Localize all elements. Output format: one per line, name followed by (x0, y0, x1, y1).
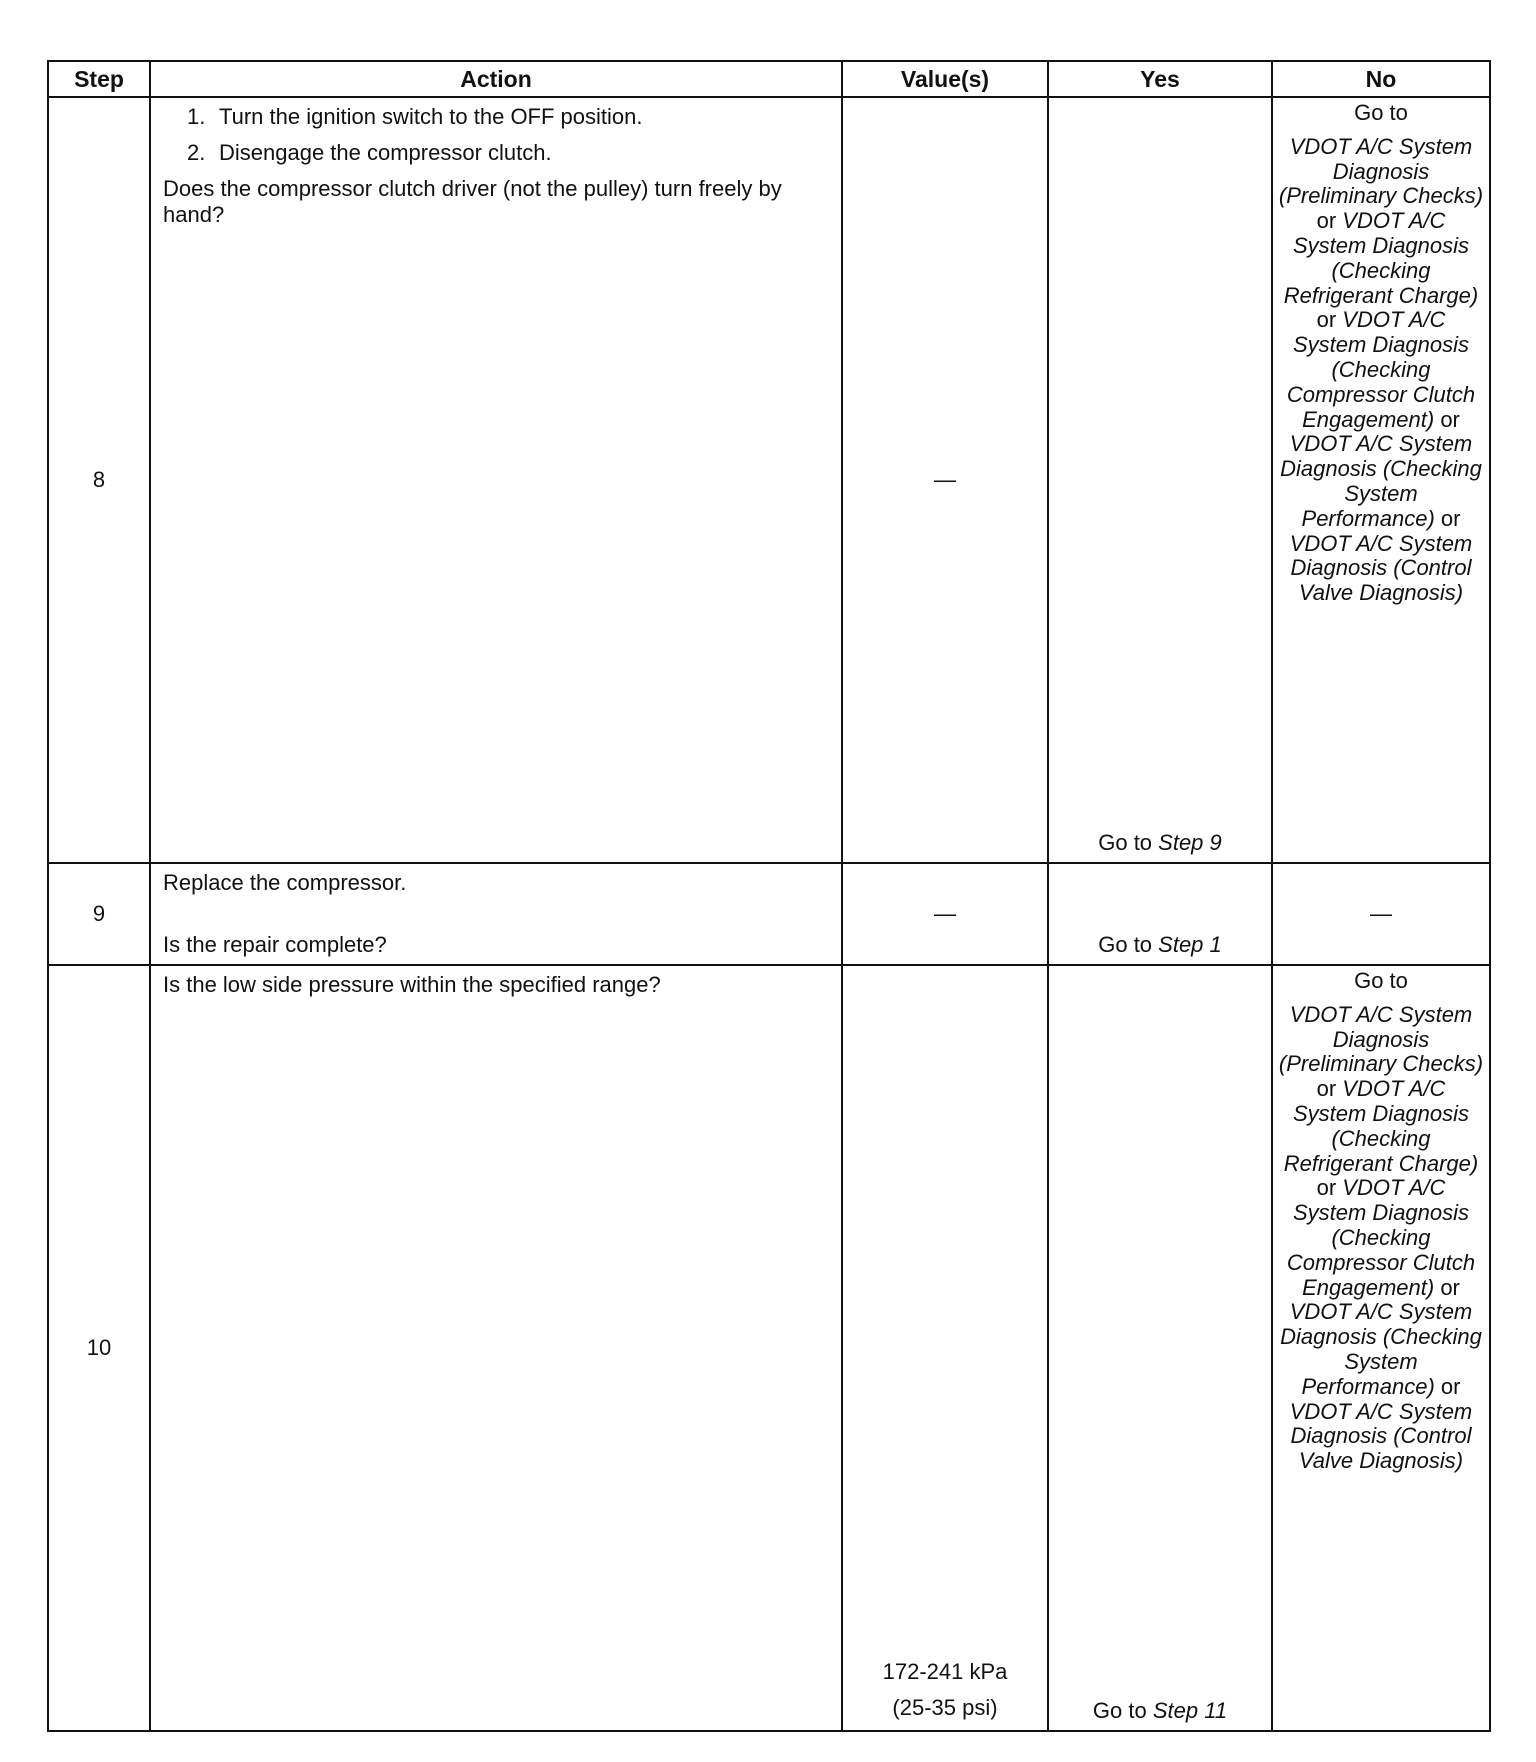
step-number: 8 (48, 97, 150, 863)
no-ref-link[interactable]: VDOT A/C System Diagnosis (Control Valve Diagnosis) (1289, 1398, 1473, 1474)
table-row-step-9 (48, 863, 1490, 965)
no-ref-list: VDOT A/C System Diagnosis (Preliminary Checks) or VDOT A/C System Diagnosis (Checking Refrigerant Charge) or VDOT A/C System Diagnosis (Checking Compressor Clutch Engagement) or VDOT A/C System Diagnosis (Checking System Performance) or VDOT A/C System Diagnosis (Control Valve Diagnosis) (1278, 133, 1484, 606)
step-number: 9 (48, 863, 150, 965)
no-ref-link[interactable]: VDOT A/C System Diagnosis (Checking System Performance) (1280, 431, 1482, 531)
header-yes: Yes (1048, 61, 1272, 97)
header-values: Value(s) (842, 61, 1048, 97)
yes-cell (1048, 863, 1272, 965)
yes-cell (1048, 965, 1272, 1731)
action-item: 2. Disengage the compressor clutch. (187, 140, 552, 165)
action-cell (150, 97, 842, 863)
action-text: Replace the compressor. (163, 870, 407, 895)
no-ref-link[interactable]: VDOT A/C System Diagnosis (Checking Compressor Clutch Engagement) (1286, 1175, 1476, 1300)
table-row-step-10 (48, 965, 1490, 1731)
action-cell (150, 965, 842, 1731)
header-no: No (1272, 61, 1490, 97)
action-question: Does the compressor clutch driver (not the pulley) turn freely by hand? (163, 176, 782, 227)
header-step: Step (48, 61, 150, 97)
yes-step-link[interactable]: Step 1 (1158, 932, 1222, 957)
no-cell (1272, 863, 1490, 965)
yes-step-link[interactable]: Step 9 (1158, 830, 1222, 855)
yes-goto[interactable]: Go to Step 9 (1098, 830, 1222, 855)
no-ref-link[interactable]: VDOT A/C System Diagnosis (Checking Refrigerant Charge) (1283, 208, 1479, 308)
value-cell (842, 965, 1048, 1731)
no-ref-link[interactable]: VDOT A/C System Diagnosis (Checking Refrigerant Charge) (1283, 1076, 1479, 1176)
no-cell (1272, 965, 1490, 1731)
no-ref-link[interactable]: VDOT A/C System Diagnosis (Control Valve Diagnosis) (1289, 530, 1473, 606)
table-row-step-8 (48, 97, 1490, 863)
action-cell (150, 863, 842, 965)
action-question: Is the repair complete? (163, 932, 387, 957)
value-cell (842, 863, 1048, 965)
header-action: Action (150, 61, 842, 97)
header-row (48, 61, 1490, 97)
no-dash: — (1370, 900, 1392, 926)
value-range (843, 1654, 1047, 1726)
no-ref-link[interactable]: VDOT A/C System Diagnosis (Preliminary Checks) (1278, 133, 1484, 209)
yes-step-link[interactable]: Step 11 (1152, 1698, 1228, 1723)
value-dash: — (934, 901, 956, 926)
yes-goto[interactable]: Go to Step 1 (1098, 932, 1222, 957)
yes-goto[interactable]: Go to Step 11 (1092, 1698, 1228, 1723)
action-list (163, 104, 829, 166)
action-question: Is the low side pressure within the specified range? (163, 972, 661, 997)
no-ref-link[interactable]: VDOT A/C System Diagnosis (Checking Compressor Clutch Engagement) (1286, 307, 1476, 432)
no-goto: Go to (1354, 968, 1408, 993)
value-dash: — (934, 467, 956, 492)
value-metric: 172-241 kPa (882, 1659, 1008, 1684)
action-item: 1. Turn the ignition switch to the OFF position. (187, 104, 643, 129)
step-number: 10 (48, 965, 150, 1731)
value-imperial: (25-35 psi) (892, 1695, 998, 1720)
no-goto: Go to (1354, 100, 1408, 125)
value-cell (842, 97, 1048, 863)
no-ref-list: VDOT A/C System Diagnosis (Preliminary Checks) or VDOT A/C System Diagnosis (Checking Refrigerant Charge) or VDOT A/C System Diagnosis (Checking Compressor Clutch Engagement) or VDOT A/C System Diagnosis (Checking System Performance) or VDOT A/C System Diagnosis (Control Valve Diagnosis) (1278, 1001, 1484, 1474)
diagnostic-table (47, 60, 1491, 1732)
no-ref-link[interactable]: VDOT A/C System Diagnosis (Checking System Performance) (1280, 1299, 1482, 1399)
no-cell (1272, 97, 1490, 863)
yes-cell (1048, 97, 1272, 863)
no-ref-link[interactable]: VDOT A/C System Diagnosis (Preliminary Checks) (1278, 1001, 1484, 1077)
